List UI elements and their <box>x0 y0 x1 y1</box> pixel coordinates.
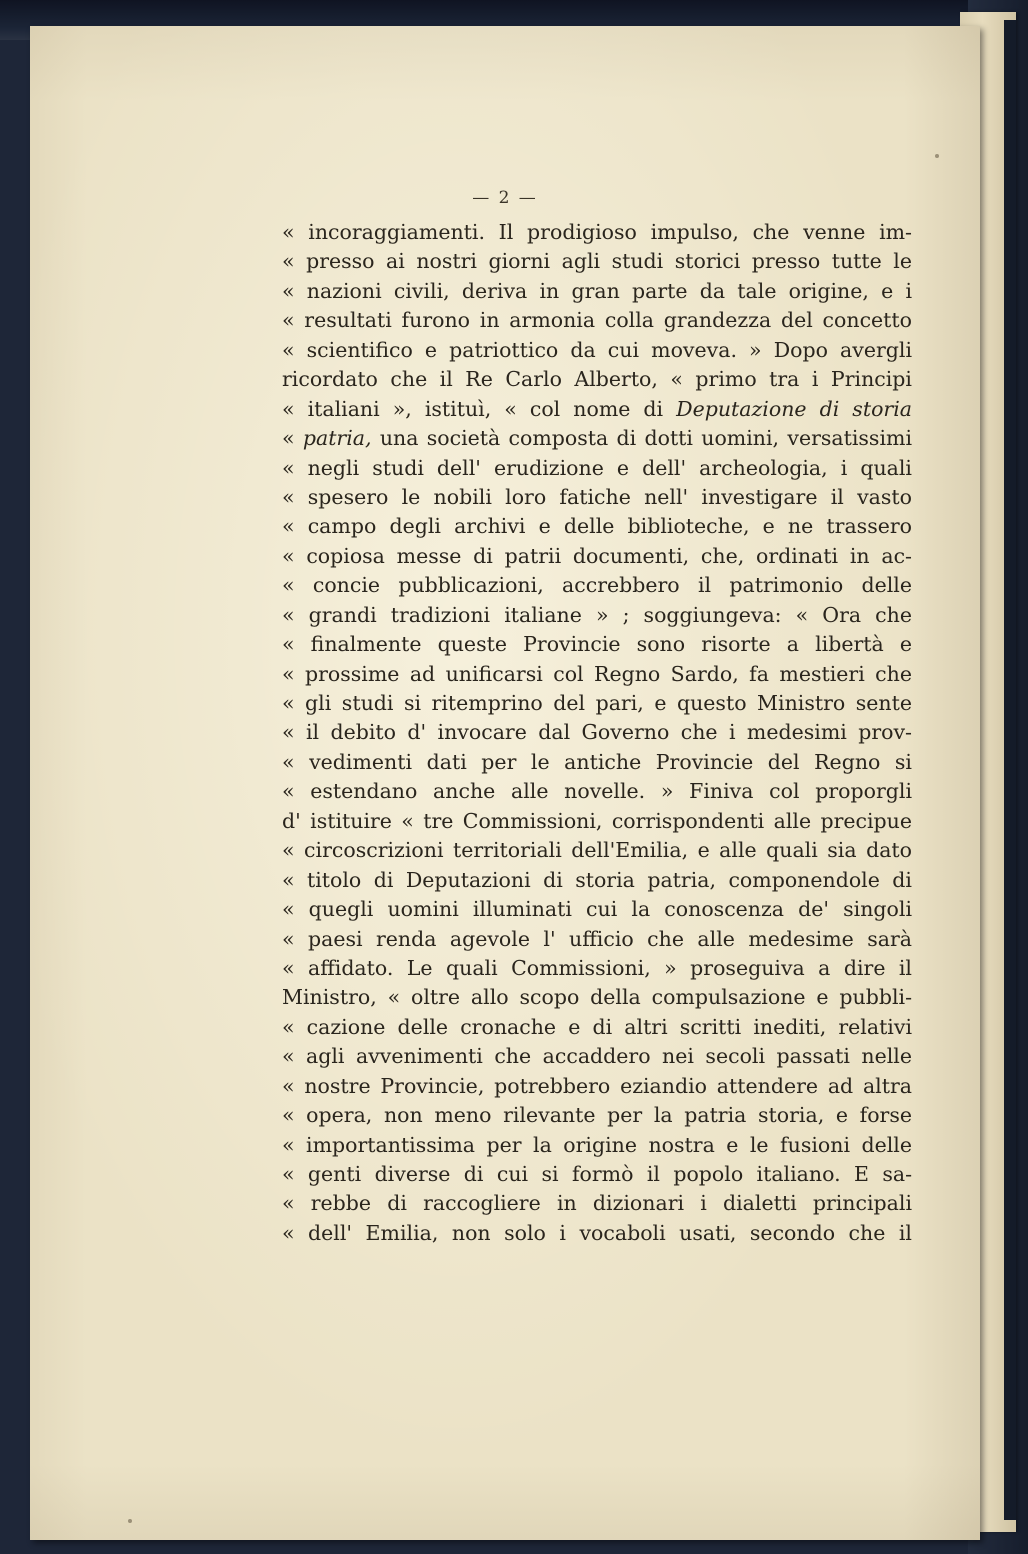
text-line: « prossime ad unificarsi col Regno Sardo, fa mestieri che <box>282 661 912 686</box>
text-line: « negli studi dell' erudizione e dell' archeologia, i quali <box>282 455 912 480</box>
text-line: « paesi renda agevole l' ufficio che alle medesime sarà <box>282 926 912 951</box>
italic-title: Deputazione di storia <box>676 396 912 421</box>
text-line: « finalmente queste Provincie sono risorte a libertà e <box>282 632 912 657</box>
text-line: « presso ai nostri giorni agli studi storici presso tutte le <box>282 249 912 274</box>
text-line: « concie pubblicazioni, accrebbero il patrimonio delle <box>282 573 912 598</box>
book-page <box>30 26 980 1540</box>
text-line: « estendano anche alle novelle. » Finiva col proporgli <box>282 779 912 804</box>
text-line: « dell' Emilia, non solo i vocaboli usati, secondo che il <box>282 1220 912 1245</box>
paper-speck <box>128 1519 132 1523</box>
text-line: « vedimenti dati per le antiche Provincie del Regno si <box>282 749 912 774</box>
text-line: « gli studi si ritemprino del pari, e questo Ministro sente <box>282 691 912 715</box>
text-line: ricordato che il Re Carlo Alberto, « primo tra i Principi <box>282 367 912 392</box>
binding-strip <box>1004 20 1016 1520</box>
text-line: « circoscrizioni territoriali dell'Emilia, e alle quali sia dato <box>282 838 912 863</box>
text-line: « grandi tradizioni italiane » ; soggiungeva: « Ora che <box>282 602 912 627</box>
text-line: « copiosa messe di patrii documenti, che, ordinati in ac- <box>282 543 912 568</box>
text-line: « affidato. Le quali Commissioni, » proseguiva a dire il <box>282 955 912 980</box>
page-number: — 2 — <box>472 188 538 208</box>
text-line: « agli avvenimenti che accaddero nei secoli passati nelle <box>282 1044 912 1069</box>
text-line: « italiani », istituì, « col nome di Deputazione di storia <box>282 396 912 421</box>
text-line: « campo degli archivi e delle biblioteche, e ne trassero <box>282 514 912 539</box>
text-line: « nostre Provincie, potrebbero eziandio attendere ad altra <box>282 1073 912 1098</box>
text-line: « nazioni civili, deriva in gran parte da tale origine, e i <box>282 278 912 303</box>
text-line: « importantissima per la origine nostra e le fusioni delle <box>282 1132 912 1157</box>
text-line: d' istituire « tre Commissioni, corrispondenti alle precipue <box>282 808 912 833</box>
text-line: « resultati furono in armonia colla grandezza del concetto <box>282 308 912 333</box>
paper-speck <box>935 154 939 158</box>
text-line: « quegli uomini illuminati cui la conoscenza de' singoli <box>282 897 912 922</box>
text-line: Ministro, « oltre allo scopo della compulsazione e pubbli- <box>282 985 912 1010</box>
text-line: « patria, una società composta di dotti uomini, versatissimi <box>282 426 912 451</box>
text-line: « spesero le nobili loro fatiche nell' investigare il vasto <box>282 484 912 509</box>
text-line: « incoraggiamenti. Il prodigioso impulso, che venne im- <box>282 220 912 244</box>
text-line: « opera, non meno rilevante per la patria storia, e forse <box>282 1103 912 1128</box>
text-line: « cazione delle cronache e di altri scritti inediti, relativi <box>282 1014 912 1039</box>
text-line: « genti diverse di cui si formò il popolo italiano. E sa- <box>282 1162 912 1186</box>
text-line: « scientifico e patriottico da cui moveva. » Dopo avergli <box>282 337 912 362</box>
text-line: « titolo di Deputazioni di storia patria, componendole di <box>282 867 912 892</box>
body-text <box>282 218 912 1248</box>
text-line: « rebbe di raccogliere in dizionari i dialetti principali <box>282 1191 912 1216</box>
text-line: « il debito d' invocare dal Governo che i medesimi prov- <box>282 720 912 745</box>
italic-title: patria, <box>302 426 372 451</box>
